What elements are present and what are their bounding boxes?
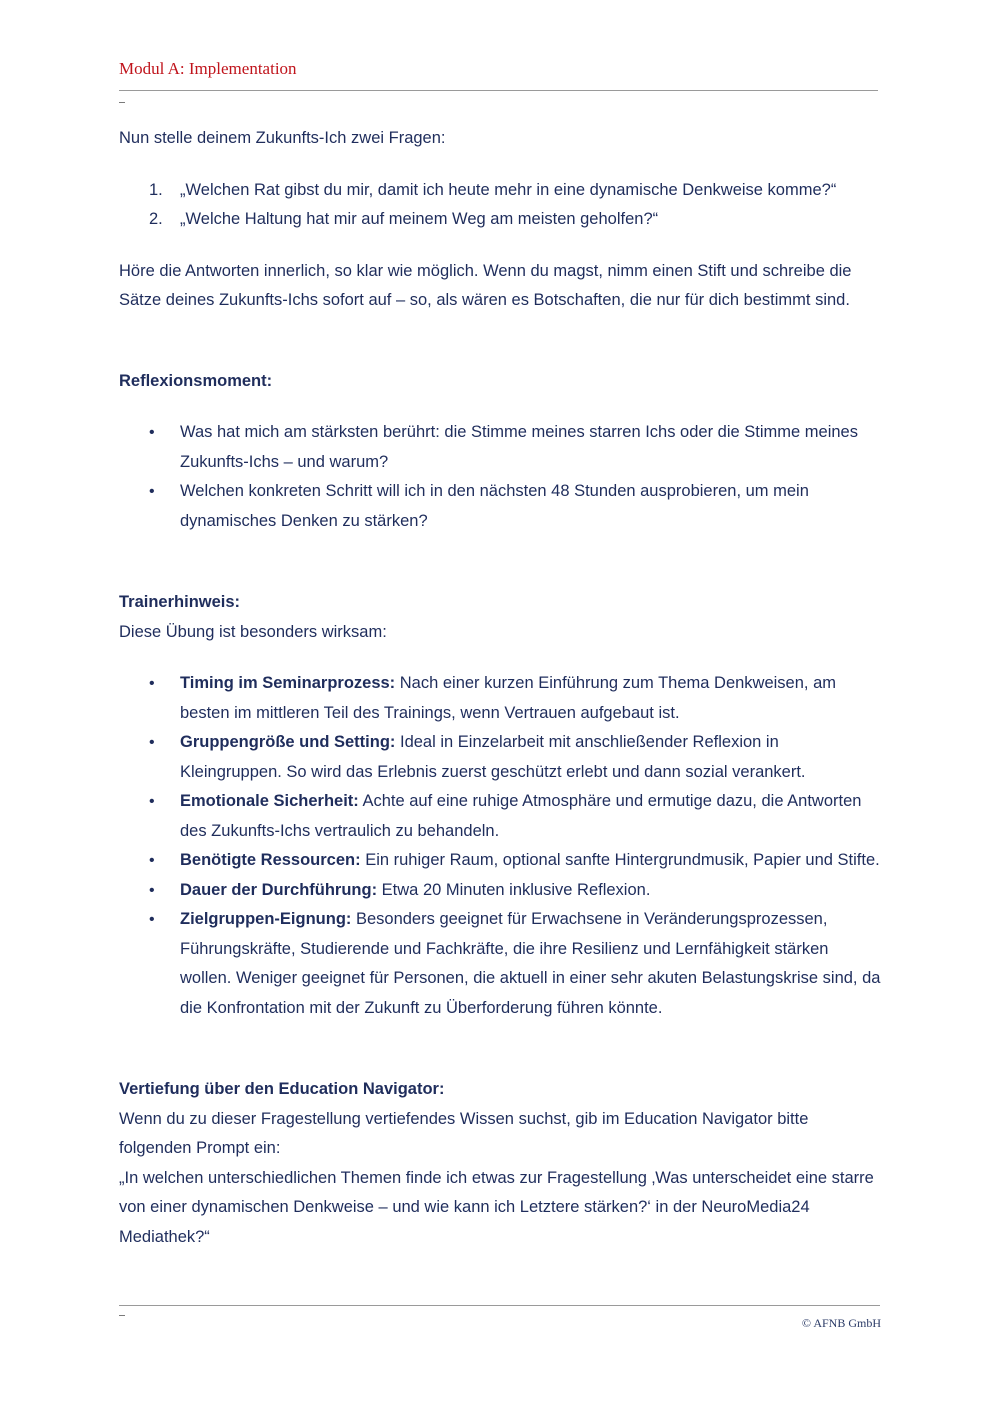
trainer-item-label: Emotionale Sicherheit: (180, 792, 359, 810)
trainer-item-text: Achte auf eine ruhige Atmosphäre und ermutige dazu, die Antworten des Zukunfts-Ichs vertraulich zu behandeln. (180, 792, 862, 840)
reflection-list (119, 418, 881, 536)
reflection-item-text: Was hat mich am stärksten berührt: die Stimme meines starren Ichs oder die Stimme meines Zukunfts-Ichs – und warum? (180, 423, 858, 471)
footer-copyright: © AFNB GmbH (801, 1316, 881, 1330)
header-divider-tick (119, 102, 125, 103)
footer-divider-tick (119, 1315, 125, 1316)
trainer-item-text: Etwa 20 Minuten inklusive Reflexion. (377, 880, 651, 899)
trainer-item-label: Zielgruppen-Eignung: (180, 910, 352, 928)
list-item (119, 787, 881, 846)
trainer-item-label: Benötigte Ressourcen: (180, 851, 361, 869)
list-item (119, 905, 881, 1023)
list-item (119, 176, 881, 206)
trainer-item-text: Besonders geeignet für Erwachsene in Veränderungsprozessen, Führungskräfte, Studierende und Fachkräfte, die ihre Resilienz und Lernfähigkeit stärken wollen. Weniger geeignet für Personen, die aktuell in einer sehr akuten Belastungskrise sind, da die Konfrontation mit der Zukunft zu Überforderung führen könnte. (180, 910, 881, 1017)
list-number: 1. (149, 180, 163, 199)
list-item (119, 846, 881, 876)
list-item (119, 205, 881, 235)
document-body (119, 124, 881, 1252)
trainer-item-text: Ein ruhiger Raum, optional sanfte Hintergrundmusik, Papier und Stifte. (360, 851, 880, 869)
list-item (119, 477, 881, 536)
bullet-marker: • (149, 424, 155, 441)
bullet-marker: • (149, 793, 155, 810)
bullet-marker: • (149, 881, 155, 899)
trainer-item-label: Dauer der Durchführung: (180, 880, 378, 899)
bullet-marker: • (149, 734, 155, 751)
bullet-marker: • (149, 852, 155, 869)
trainer-heading: Trainerhinweis: (119, 593, 241, 611)
footer-divider (119, 1305, 880, 1306)
reflection-heading: Reflexionsmoment: (119, 371, 273, 390)
trainer-item-text: Nach einer kurzen Einführung zum Thema Denkweisen, am besten im mittleren Teil des Trainings, wenn Vertrauen aufgebaut ist. (180, 674, 836, 722)
trainer-item-label: Timing im Seminarprozess: (180, 674, 396, 692)
instruction-paragraph: Höre die Antworten innerlich, so klar wie möglich. Wenn du magst, nimm einen Stift und schreibe die Sätze deines Zukunfts-Ichs sofort auf – so, als wären es Botschaften, die nur für dich bestimmt sind. (119, 261, 852, 309)
trainer-list (119, 669, 881, 1023)
deepening-text: Wenn du zu dieser Fragestellung vertiefendes Wissen suchst, gib im Education Navigator bitte folgenden Prompt ein: (119, 1109, 809, 1157)
page-header-title: Modul A: Implementation (119, 59, 297, 78)
reflection-item-text: Welchen konkreten Schritt will ich in den nächsten 48 Stunden ausprobieren, um mein dynamisches Denken zu stärken? (180, 482, 809, 530)
deepening-prompt: „In welchen unterschiedlichen Themen finde ich etwas zur Fragestellung ‚Was unterscheidet eine starre von einer dynamischen Denkweise – und wie kann ich Letztere stärken?‘ in der NeuroMedia24 Mediathek?“ (119, 1168, 874, 1246)
list-number: 2. (149, 210, 163, 228)
trainer-item-text: Ideal in Einzelarbeit mit anschließender Reflexion in Kleingruppen. So wird das Erlebnis zuerst geschützt erlebt und dann sozial verankert. (180, 733, 806, 781)
intro-paragraph: Nun stelle deinem Zukunfts-Ich zwei Fragen: (119, 129, 446, 147)
question-text: „Welchen Rat gibst du mir, damit ich heute mehr in eine dynamische Denkweise komme?“ (180, 180, 837, 199)
list-item (119, 876, 881, 906)
trainer-intro: Diese Übung ist besonders wirksam: (119, 622, 387, 641)
list-item (119, 669, 881, 728)
list-item (119, 728, 881, 787)
bullet-marker: • (149, 675, 155, 692)
question-list (119, 176, 881, 235)
trainer-item-label: Gruppengröße und Setting: (180, 733, 396, 751)
question-text: „Welche Haltung hat mir auf meinem Weg am meisten geholfen?“ (180, 210, 659, 228)
header-divider (119, 90, 878, 91)
bullet-marker: • (149, 911, 155, 928)
bullet-marker: • (149, 483, 155, 500)
deepening-heading: Vertiefung über den Education Navigator: (119, 1080, 445, 1098)
list-item (119, 418, 881, 477)
